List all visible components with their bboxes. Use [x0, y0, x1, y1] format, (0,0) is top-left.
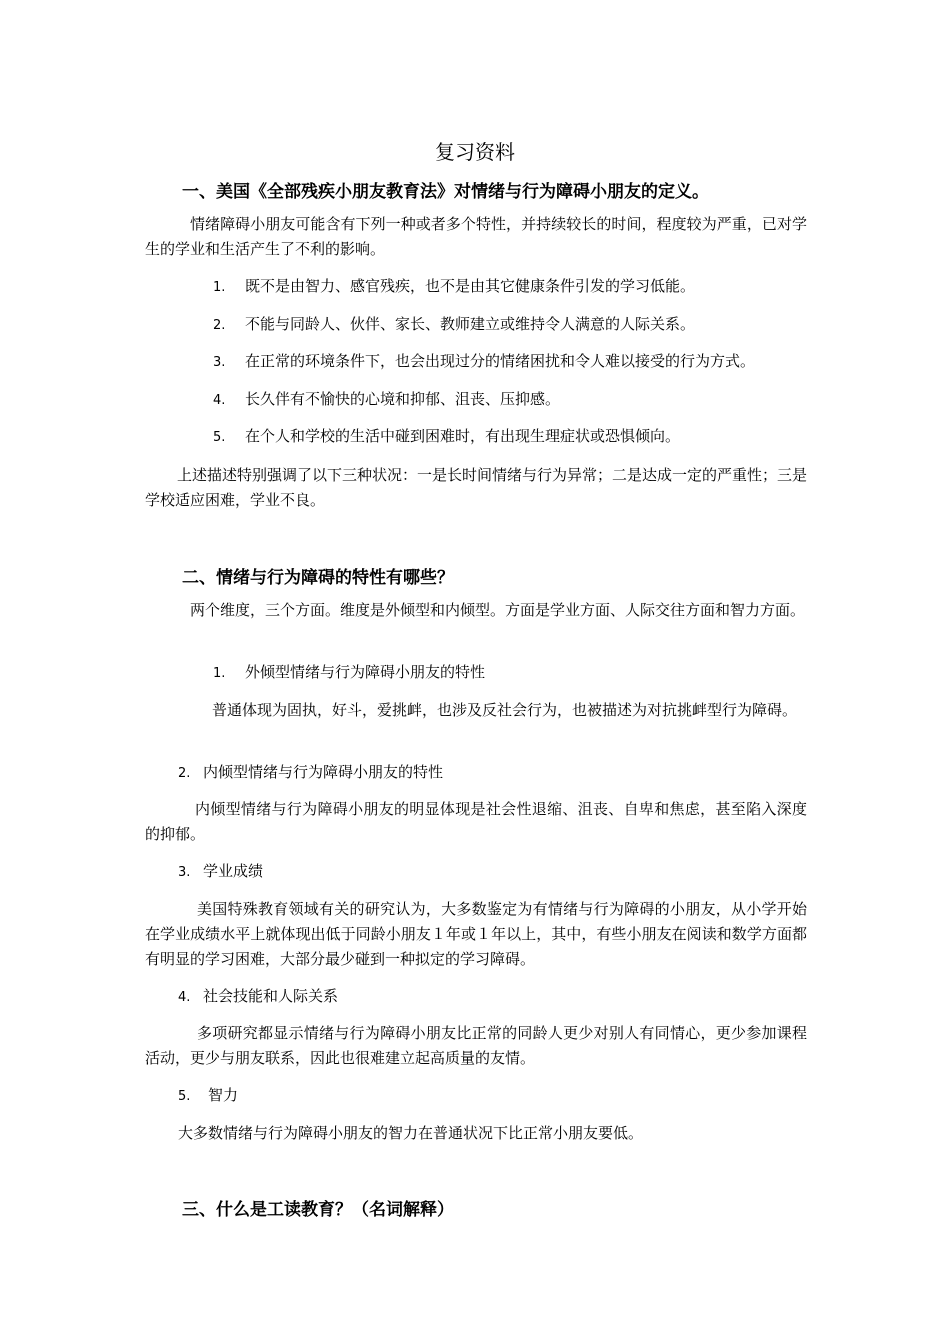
section-2-item-1-body: 普通体现为固执，好斗，爱挑衅，也涉及反社会行为，也被描述为对抗挑衅型行为障碍。	[212, 701, 798, 719]
list-item-title: 智力	[208, 1086, 239, 1104]
section-2-item-4-title	[178, 985, 338, 1006]
list-number: 2.	[213, 318, 226, 333]
list-item-text: 不能与同龄人、伙伴、家长、教师建立或维持令人满意的人际关系。	[245, 315, 696, 333]
section-1-item-5	[213, 425, 680, 446]
section-2-heading: 二、情绪与行为障碍的特性有哪些？	[182, 568, 454, 588]
section-2-item-4-body: 多项研究都显示情绪与行为障碍小朋友比正常的同龄人更少对别人有同情心，更少参加课程活动，更少与朋友联系，因此也很难建立起高质量的友情。	[145, 1024, 807, 1067]
list-item-text: 在个人和学校的生活中碰到困难时，有出现生理症状或恐惧倾向。	[245, 427, 681, 445]
section-2-item-3-body: 美国特殊教育领域有关的研究认为，大多数鉴定为有情绪与行为障碍的小朋友，从小学开始在学业成绩水平上就体现出低于同龄小朋友１年或１年以上，其中，有些小朋友在阅读和数学方面都有明显的学习困难，大部分最少碰到一种拟定的学习障碍。	[145, 900, 807, 968]
list-item-title: 学业成绩	[203, 862, 264, 880]
section-2-intro: 两个维度，三个方面。维度是外倾型和内倾型。方面是学业方面、人际交往方面和智力方面。	[190, 601, 806, 619]
section-2-item-3-title	[178, 860, 263, 881]
page-title: 复习资料	[435, 140, 515, 164]
list-number: 4.	[213, 393, 226, 408]
list-number: 5.	[178, 1089, 191, 1104]
list-number: 1.	[213, 666, 226, 681]
list-item-title: 外倾型情绪与行为障碍小朋友的特性	[245, 663, 486, 681]
section-2-item-5-body: 大多数情绪与行为障碍小朋友的智力在普通状况下比正常小朋友要低。	[178, 1124, 644, 1142]
list-item-text: 在正常的环境条件下，也会出现过分的情绪困扰和令人难以接受的行为方式。	[245, 352, 756, 370]
list-number: 1.	[213, 280, 226, 295]
section-2-item-2-body: 内倾型情绪与行为障碍小朋友的明显体现是社会性退缩、沮丧、自卑和焦虑，甚至陷入深度的抑郁。	[145, 800, 807, 843]
section-2-item-2-title	[178, 761, 443, 782]
section-1-item-4	[213, 388, 560, 409]
list-number: 2.	[178, 766, 191, 781]
list-number: 3.	[178, 865, 191, 880]
list-item-title: 内倾型情绪与行为障碍小朋友的特性	[203, 763, 444, 781]
list-item-text: 既不是由智力、感官残疾，也不是由其它健康条件引发的学习低能。	[245, 277, 696, 295]
section-1-heading: 一、美国《全部残疾小朋友教育法》对情绪与行为障碍小朋友的定义。	[182, 182, 709, 202]
list-item-title: 社会技能和人际关系	[203, 987, 339, 1005]
section-2-item-1-title	[213, 661, 485, 682]
list-item-text: 长久伴有不愉快的心境和抑郁、沮丧、压抑感。	[245, 390, 561, 408]
section-1-item-2	[213, 313, 695, 334]
section-1-intro: 情绪障碍小朋友可能含有下列一种或者多个特性，并持续较长的时间，程度较为严重，已对学生的学业和生活产生了不利的影响。	[145, 215, 807, 258]
section-1-item-3	[213, 350, 755, 371]
list-number: 5.	[213, 430, 226, 445]
section-3-heading: 三、什么是工读教育？（名词解释）	[182, 1200, 454, 1220]
list-number: 3.	[213, 355, 226, 370]
section-1-item-1	[213, 275, 695, 296]
section-1-summary: 上述描述特别强调了以下三种状况：一是长时间情绪与行为异常；二是达成一定的严重性；三是学校适应困难，学业不良。	[145, 466, 808, 509]
list-number: 4.	[178, 990, 191, 1005]
section-2-item-5-title	[178, 1084, 238, 1105]
